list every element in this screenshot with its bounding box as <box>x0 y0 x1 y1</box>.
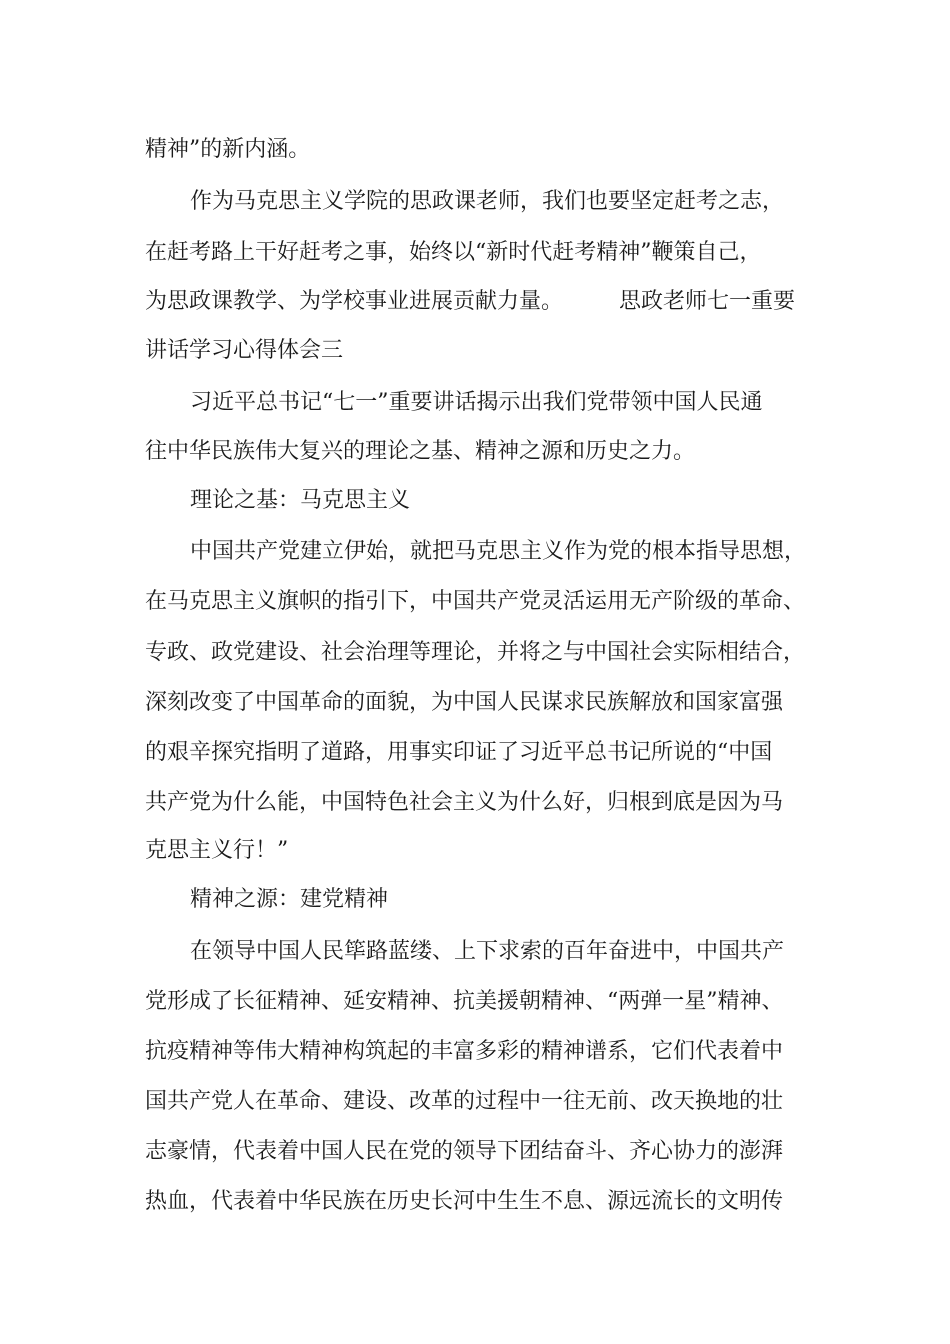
subheading: 理论之基：马克思主义 <box>190 488 411 513</box>
text-fragment: 为思政课教学、为学校事业进展贡献力量。 <box>145 289 564 314</box>
text-line: 在领导中国人民筚路蓝缕、上下求索的百年奋进中，中国共产 <box>190 939 785 964</box>
section-heading-continued: 讲话学习心得体会三 <box>145 338 344 363</box>
text-line: 在赶考路上干好赶考之事，始终以“新时代赶考精神”鞭策自己， <box>145 240 762 265</box>
text-line: 往中华民族伟大复兴的理论之基、精神之源和历史之力。 <box>145 439 696 464</box>
section-heading: 思政老师七一重要 <box>619 289 796 314</box>
text-line: 习近平总书记“七一”重要讲话揭示出我们党带领中国人民通 <box>190 390 763 415</box>
text-line: 国共产党人在革命、建设、改革的过程中一往无前、改天换地的壮 <box>145 1089 784 1114</box>
text-line: 的艰辛探究指明了道路，用事实印证了习近平总书记所说的“中国 <box>145 740 773 765</box>
text-line: 中国共产党建立伊始，就把马克思主义作为党的根本指导思想， <box>190 539 807 564</box>
text-line: 作为马克思主义学院的思政课老师，我们也要坚定赶考之志， <box>190 189 785 214</box>
text-line-with-heading <box>145 282 795 322</box>
text-line: 在马克思主义旗帜的指引下，中国共产党灵活运用无产阶级的革命、 <box>145 589 806 614</box>
subheading: 精神之源：建党精神 <box>190 887 389 912</box>
text-line: 深刻改变了中国革命的面貌，为中国人民谋求民族解放和国家富强 <box>145 690 784 715</box>
text-line: 克思主义行！” <box>145 838 289 863</box>
text-line: 精神”的新内涵。 <box>145 137 311 162</box>
text-line: 抗疫精神等伟大精神构筑起的丰富多彩的精神谱系，它们代表着中 <box>145 1039 784 1064</box>
text-line: 党形成了长征精神、延安精神、抗美援朝精神、“两弹一星”精神、 <box>145 989 784 1014</box>
text-line: 专政、政党建设、社会治理等理论，并将之与中国社会实际相结合， <box>145 640 806 665</box>
text-line: 热血，代表着中华民族在历史长河中生生不息、源远流长的文明传 <box>145 1189 784 1214</box>
text-line: 志豪情，代表着中国人民在党的领导下团结奋斗、齐心协力的澎湃 <box>145 1139 784 1164</box>
text-line: 共产党为什么能，中国特色社会主义为什么好，归根到底是因为马 <box>145 790 784 815</box>
